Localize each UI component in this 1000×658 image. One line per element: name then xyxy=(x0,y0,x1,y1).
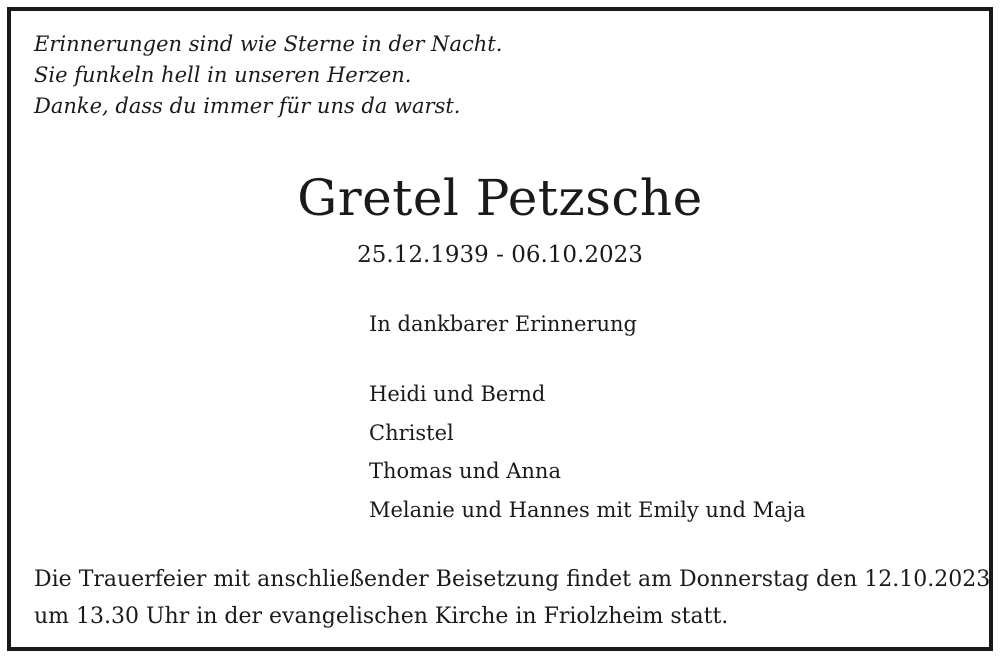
funeral-line: um 13.30 Uhr in der evangelischen Kirche in Friolzheim statt. xyxy=(34,604,729,629)
funeral-line: Die Trauerfeier mit anschließender Beisetzung findet am Donnerstag den 12.10.2023 xyxy=(34,567,991,592)
poem-line: Sie funkeln hell in unseren Herzen. xyxy=(34,63,412,87)
poem-line: Danke, dass du immer für uns da warst. xyxy=(34,94,461,118)
family-member: Thomas und Anna xyxy=(369,459,561,483)
poem-line: Erinnerungen sind wie Sterne in der Nacht. xyxy=(34,32,503,56)
family-list xyxy=(369,375,806,529)
family-member: Heidi und Bernd xyxy=(369,382,546,406)
family-member: Melanie und Hannes mit Emily und Maja xyxy=(369,497,806,522)
deceased-name: Gretel Petzsche xyxy=(297,169,703,227)
funeral-announcement xyxy=(34,561,990,635)
obituary-notice xyxy=(7,7,993,651)
poem xyxy=(34,29,502,122)
memory-line: In dankbarer Erinnerung xyxy=(369,312,637,336)
family-member: Christel xyxy=(369,420,454,445)
life-dates: 25.12.1939 - 06.10.2023 xyxy=(357,242,643,268)
